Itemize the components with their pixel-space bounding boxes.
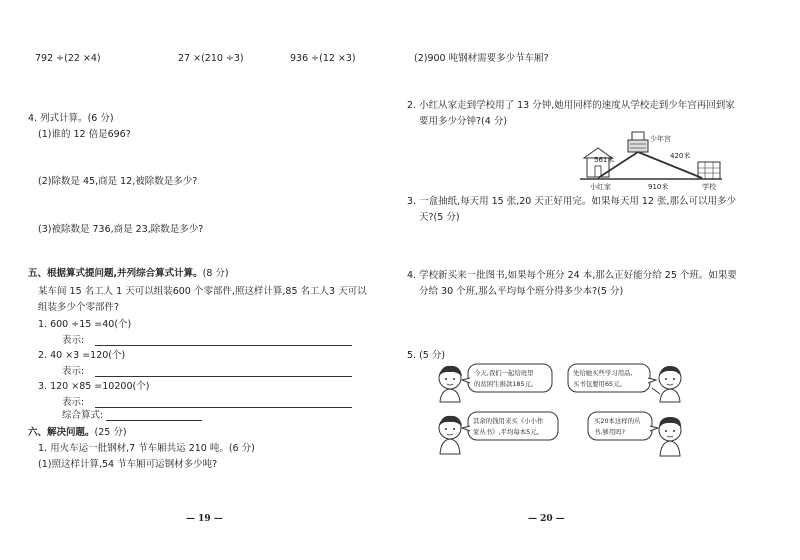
section-5-stem-line-1: 某车间 15 名工人 1 天可以组装600 个零部件,照这样计算,85 名工人3 天可以 — [38, 286, 367, 297]
speech-bubble-3 — [462, 412, 558, 440]
equation-3: 3. 120 ×85 =10200(个) — [38, 381, 150, 392]
question-4-line-2: 分给 30 个班,那么平均每个班分得多少本?(5 分) — [419, 286, 624, 297]
question-5-title: 5. (5 分) — [407, 350, 446, 361]
question-4-item-2: (2)除数是 45,商是 12,被除数是多少? — [38, 176, 198, 187]
bubble-2-line-2: 买书包要用65元。 — [573, 380, 626, 388]
home-label: 小红家 — [590, 183, 611, 191]
show-label-2: 表示: — [62, 366, 85, 377]
bubble-3-line-1: 其余的钱用来买《小小作 — [473, 417, 544, 425]
section-6-score: (25 分) — [94, 427, 127, 438]
section-5-score: (8 分) — [202, 268, 229, 279]
question-4-item-3: (3)被除数是 736,商是 23,除数是多少? — [38, 224, 204, 235]
equation-1: 1. 600 ÷15 =40(个) — [38, 319, 132, 330]
expr-3: 936 ÷(12 ×3) — [290, 53, 356, 64]
section-5-stem-line-2: 组装多少个零部件? — [38, 302, 120, 313]
question-2-line-1: 2. 小红从家走到学校用了 13 分钟,她用同样的速度从学校走到少年宫再回到家 — [407, 100, 735, 111]
section-5-title: 五、根据算式提问题,并列综合算式计算。 — [28, 268, 203, 279]
question-4-item-1: (1)谁的 12 倍是696? — [38, 129, 131, 140]
youth-palace-icon — [628, 132, 648, 152]
pupil-character-icon — [659, 417, 681, 456]
combined-formula-line[interactable] — [106, 420, 202, 421]
speech-bubble-2 — [568, 364, 656, 392]
answer-line-1[interactable] — [95, 345, 352, 346]
section-6-title: 六、解决问题。 — [28, 427, 95, 438]
bubble-3-line-2: 家丛书》,平均每本5元。 — [473, 428, 544, 436]
show-label-3: 表示: — [62, 397, 85, 408]
distance-home-palace: 561米 — [594, 156, 615, 164]
section-6-question-1-part-1: (1)照这样计算,54 节车厢可运钢材多少吨? — [38, 459, 218, 470]
question-4-title: 4. 列式计算。(6 分) — [28, 113, 114, 124]
student-character-icon — [439, 416, 462, 454]
page-number-right: — 20 — — [528, 514, 565, 524]
page-number-left: — 19 — — [186, 514, 223, 524]
bubble-1-line-1: 今天,我们一起给班里 — [474, 369, 534, 377]
distance-home-school: 910米 — [648, 183, 669, 191]
section-5-heading — [28, 268, 229, 280]
bubble-2-line-1: 先给她买些学习用品, — [573, 369, 633, 377]
answer-line-2[interactable] — [95, 376, 352, 377]
expr-2: 27 ×(210 ÷3) — [178, 53, 244, 64]
section-6-heading — [28, 427, 127, 439]
combined-formula-label: 综合算式: — [62, 410, 104, 421]
equation-2: 2. 40 ×3 =120(个) — [38, 350, 126, 361]
question-3-line-2: 天?(5 分) — [419, 212, 460, 223]
speech-bubble-1 — [462, 364, 552, 392]
speech-bubble-4 — [588, 412, 658, 440]
section-6-question-1: 1. 用火车运一批钢材,7 节车厢共运 210 吨。(6 分) — [38, 443, 255, 454]
school-label: 学校 — [702, 183, 716, 191]
question-2-line-2: 要用多少分钟?(4 分) — [419, 116, 508, 127]
girl-character-icon — [439, 366, 462, 402]
right-page — [400, 0, 800, 560]
question-3-line-1: 3. 一盒抽纸,每天用 15 张,20 天正好用完。如果每天用 12 张,那么可以用多少 — [407, 196, 737, 207]
answer-line-3[interactable] — [95, 407, 352, 408]
boy-character-icon — [652, 366, 681, 402]
route-diagram — [578, 128, 724, 192]
expr-1: 792 ÷(22 ×4) — [35, 53, 101, 64]
school-icon — [698, 162, 720, 179]
question-1-part-2: (2)900 吨钢材需要多少节车厢? — [414, 53, 549, 64]
bubble-4-line-2: 书,够用吗? — [594, 428, 625, 436]
bubble-1-line-2: 的贫困生捐款185元。 — [474, 380, 538, 388]
conversation-illustration — [428, 362, 698, 466]
bubble-4-line-1: 买20本这样的丛 — [594, 417, 641, 425]
question-4-line-1: 4. 学校新买来一批图书,如果每个班分 24 本,那么正好能分给 25 个班。如果要 — [407, 270, 737, 281]
youth-palace-label: 少年宫 — [650, 135, 671, 143]
distance-palace-school: 420米 — [670, 152, 691, 160]
show-label-1: 表示: — [62, 335, 85, 346]
